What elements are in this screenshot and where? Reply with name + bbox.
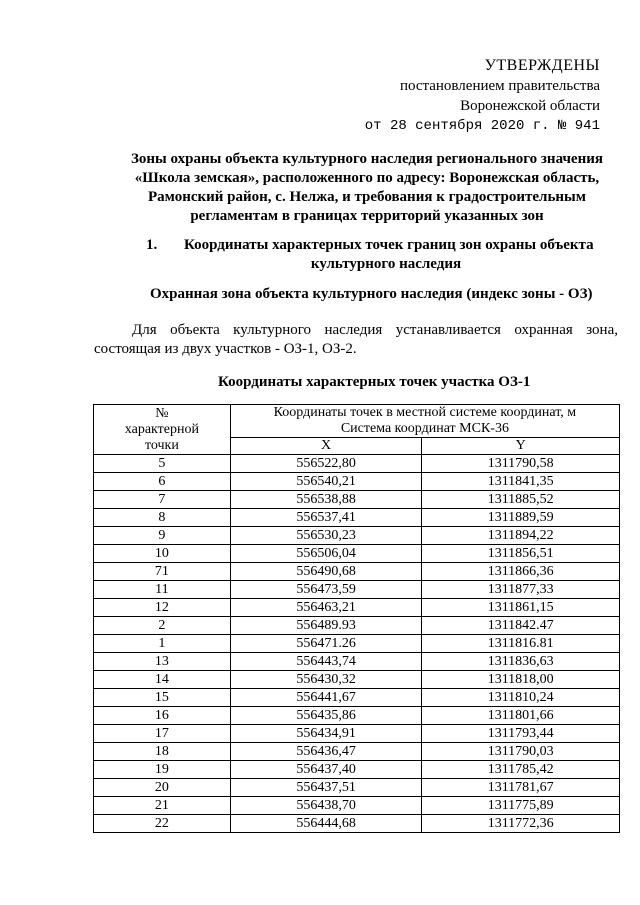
coordinates-header (230, 405, 619, 438)
approval-date-line: от 28 сентября 2020 г. № 941 (364, 118, 600, 134)
y-coordinate-cell: 1311801,66 (422, 707, 620, 725)
coordinates-table (93, 404, 620, 833)
document-title (112, 150, 622, 226)
y-coordinate-cell: 1311775,89 (422, 797, 620, 815)
x-coordinate-cell: 556435,86 (230, 707, 422, 725)
y-coordinate-cell: 1311866,36 (422, 563, 620, 581)
table-row (94, 707, 620, 725)
table-row (94, 761, 620, 779)
x-coordinate-cell: 556434,91 (230, 725, 422, 743)
table-row (94, 527, 620, 545)
table-row (94, 725, 620, 743)
approved-label: УТВЕРЖДЕНЫ (484, 57, 600, 74)
approval-line-2: Воронежской области (460, 98, 600, 114)
coord-header-line-2: Система координат МСК-36 (340, 421, 509, 436)
point-number-cell: 16 (94, 707, 231, 725)
point-number-cell: 14 (94, 671, 231, 689)
y-coordinate-cell: 1311816.81 (422, 635, 620, 653)
y-coordinate-cell: 1311877,33 (422, 581, 620, 599)
x-coordinate-cell: 556489.93 (230, 617, 422, 635)
y-header: Y (422, 438, 620, 455)
point-header-line-2: характерной (124, 421, 199, 437)
point-number-cell: 12 (94, 599, 231, 617)
x-coordinate-cell: 556537,41 (230, 509, 422, 527)
y-coordinate-cell: 1311894,22 (422, 527, 620, 545)
table-caption: Координаты характерных точек участка ОЗ-1 (218, 374, 531, 390)
table-row (94, 599, 620, 617)
y-coordinate-cell: 1311785,42 (422, 761, 620, 779)
point-number-cell: 8 (94, 509, 231, 527)
y-coordinate-cell: 1311836,63 (422, 653, 620, 671)
point-number-cell: 71 (94, 563, 231, 581)
point-number-cell: 13 (94, 653, 231, 671)
x-coordinate-cell: 556463,21 (230, 599, 422, 617)
x-coordinate-cell: 556441,67 (230, 689, 422, 707)
table-row (94, 671, 620, 689)
y-coordinate-cell: 1311889,59 (422, 509, 620, 527)
table-row (94, 617, 620, 635)
x-coordinate-cell: 556436,47 (230, 743, 422, 761)
title-line-4: регламентам в границах территорий указанных зон (190, 208, 544, 224)
point-number-cell: 20 (94, 779, 231, 797)
x-coordinate-cell: 556540,21 (230, 473, 422, 491)
point-number-cell: 22 (94, 815, 231, 833)
title-line-2: «Школа земская», расположенного по адресу: Воронежская область, (134, 170, 600, 186)
point-header-line-1: № (155, 405, 169, 421)
point-number-cell: 2 (94, 617, 231, 635)
section-line-1: Координаты характерных точек границ зон охраны объекта (184, 237, 594, 253)
x-coordinate-cell: 556437,40 (230, 761, 422, 779)
approval-line-1: постановлением правительства (399, 78, 600, 94)
y-coordinate-cell: 1311842.47 (422, 617, 620, 635)
x-coordinate-cell: 556530,23 (230, 527, 422, 545)
table-row (94, 779, 620, 797)
table-row (94, 455, 620, 473)
y-coordinate-cell: 1311772,36 (422, 815, 620, 833)
y-coordinate-cell: 1311781,67 (422, 779, 620, 797)
table-row (94, 635, 620, 653)
x-coordinate-cell: 556538,88 (230, 491, 422, 509)
point-number-cell: 9 (94, 527, 231, 545)
point-number-cell: 18 (94, 743, 231, 761)
x-coordinate-cell: 556437,51 (230, 779, 422, 797)
point-number-cell: 6 (94, 473, 231, 491)
y-coordinate-cell: 1311885,52 (422, 491, 620, 509)
x-coordinate-cell: 556522,80 (230, 455, 422, 473)
table-row (94, 545, 620, 563)
x-coordinate-cell: 556438,70 (230, 797, 422, 815)
point-number-header (94, 405, 231, 455)
y-coordinate-cell: 1311841,35 (422, 473, 620, 491)
table-row (94, 491, 620, 509)
x-coordinate-cell: 556471.26 (230, 635, 422, 653)
section-number: 1. (146, 237, 158, 253)
point-header-line-3: точки (144, 437, 179, 453)
point-number-cell: 10 (94, 545, 231, 563)
x-coordinate-cell: 556444,68 (230, 815, 422, 833)
title-line-3: Рамонский район, с. Нелжа, и требования к градостроительным (148, 189, 586, 205)
table-row (94, 509, 620, 527)
table-row (94, 563, 620, 581)
table-row (94, 689, 620, 707)
x-coordinate-cell: 556443,74 (230, 653, 422, 671)
x-coordinate-cell: 556490,68 (230, 563, 422, 581)
coord-header-line-1: Координаты точек в местной системе координат, м (273, 405, 577, 420)
y-coordinate-cell: 1311790,58 (422, 455, 620, 473)
table-row (94, 797, 620, 815)
y-coordinate-cell: 1311793,44 (422, 725, 620, 743)
y-coordinate-cell: 1311790,03 (422, 743, 620, 761)
point-number-cell: 11 (94, 581, 231, 599)
table-row (94, 473, 620, 491)
y-coordinate-cell: 1311861,15 (422, 599, 620, 617)
point-number-cell: 17 (94, 725, 231, 743)
table-row (94, 815, 620, 833)
section-line-2: культурного наследия (310, 256, 462, 272)
y-coordinate-cell: 1311810,24 (422, 689, 620, 707)
point-number-cell: 7 (94, 491, 231, 509)
point-number-cell: 19 (94, 761, 231, 779)
point-number-cell: 21 (94, 797, 231, 815)
point-number-cell: 15 (94, 689, 231, 707)
section-heading (146, 236, 606, 274)
point-number-cell: 5 (94, 455, 231, 473)
y-coordinate-cell: 1311818,00 (422, 671, 620, 689)
x-header: X (230, 438, 422, 455)
coordinates-body (94, 455, 620, 833)
table-row (94, 653, 620, 671)
intro-paragraph: Для объекта культурного наследия устанавливается охранная зона, состоящая из двух участков - ОЗ-1, ОЗ-2. (94, 322, 618, 357)
table-row (94, 581, 620, 599)
table-row (94, 743, 620, 761)
title-line-1: Зоны охраны объекта культурного наследия регионального значения (130, 151, 603, 167)
approval-block (365, 56, 600, 136)
x-coordinate-cell: 556506,04 (230, 545, 422, 563)
zone-heading: Охранная зона объекта культурного наследия (индекс зоны - ОЗ) (150, 286, 593, 302)
x-coordinate-cell: 556430,32 (230, 671, 422, 689)
y-coordinate-cell: 1311856,51 (422, 545, 620, 563)
x-coordinate-cell: 556473,59 (230, 581, 422, 599)
point-number-cell: 1 (94, 635, 231, 653)
